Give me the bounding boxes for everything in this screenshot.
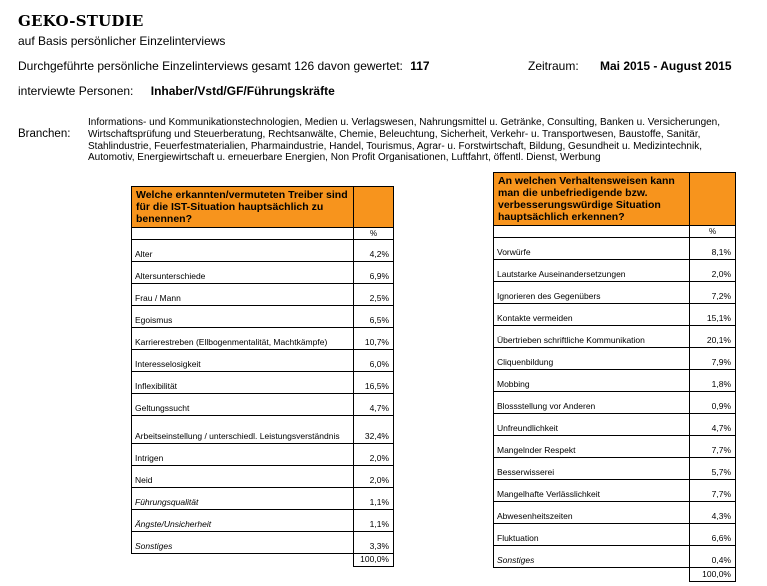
row-value: 3,3% [354, 532, 394, 554]
table-row [132, 532, 394, 554]
row-label: Inflexibilität [132, 372, 354, 394]
row-value: 5,7% [690, 458, 736, 480]
interviews-line [18, 59, 430, 73]
row-value: 7,2% [690, 282, 736, 304]
row-label: Kontakte vermeiden [494, 304, 690, 326]
period-value: Mai 2015 - August 2015 [600, 59, 732, 73]
row-value: 6,9% [354, 262, 394, 284]
table-row [132, 262, 394, 284]
row-label: Cliquenbildung [494, 348, 690, 370]
behaviors-total: 100,0% [690, 568, 736, 582]
persons-label: interviewte Personen: [18, 84, 134, 98]
row-label: Besserwisserei [494, 458, 690, 480]
table-row [494, 392, 736, 414]
branchen-label: Branchen: [18, 128, 71, 140]
row-value: 1,1% [354, 510, 394, 532]
row-label: Neid [132, 466, 354, 488]
table-row [494, 238, 736, 260]
behaviors-pct-header-spacer [494, 226, 690, 238]
persons-line [18, 84, 335, 98]
row-label: Alter [132, 240, 354, 262]
drivers-question-pct-cell [354, 187, 394, 228]
table-row [494, 502, 736, 524]
row-label: Frau / Mann [132, 284, 354, 306]
row-label: Sonstiges [132, 532, 354, 554]
drivers-table [131, 186, 394, 567]
table-row [132, 284, 394, 306]
row-label: Führungsqualität [132, 488, 354, 510]
row-label: Geltungssucht [132, 394, 354, 416]
drivers-question: Welche erkannten/vermuteten Treiber sind für die IST-Situation hauptsächlich zu benennen? [132, 187, 354, 228]
table-row [494, 326, 736, 348]
row-label: Intrigen [132, 444, 354, 466]
table-row [132, 466, 394, 488]
drivers-total: 100,0% [354, 554, 394, 567]
study-subtitle: auf Basis persönlicher Einzelinterviews [18, 34, 226, 48]
table-row [132, 306, 394, 328]
table-row [494, 436, 736, 458]
row-value: 8,1% [690, 238, 736, 260]
row-value: 2,5% [354, 284, 394, 306]
row-label: Altersunterschiede [132, 262, 354, 284]
table-row [132, 444, 394, 466]
table-row [132, 488, 394, 510]
row-value: 6,5% [354, 306, 394, 328]
row-value: 0,4% [690, 546, 736, 568]
row-label: Übertrieben schriftliche Kommunikation [494, 326, 690, 348]
row-label: Mangelnder Respekt [494, 436, 690, 458]
row-label: Lautstarke Auseinandersetzungen [494, 260, 690, 282]
row-label: Fluktuation [494, 524, 690, 546]
interviews-label: Durchgeführte persönliche Einzelinterviews gesamt 126 davon gewertet: [18, 59, 403, 73]
row-value: 1,8% [690, 370, 736, 392]
row-value: 4,2% [354, 240, 394, 262]
table-row [132, 416, 394, 444]
branchen-list: Informations- und Kommunikationstechnologien, Medien u. Verlagswesen, Nahrungsmittel u. Getränke, Consulting, Banken u. Versicherungen, Wirtschaftsprüfung und Steuerberatung, Rechtsanwälte, Chemie, Beleuchtung, Sicherheit, Verkehr- u. Transportwesen, Baustoffe, Sanitär, Stahlindustrie, Feuerfestmaterialien, Pharmaindustrie, Handel, Tourismus, Agrar- u. Forstwirtschaft, Bildung, Gesundheit u. Medizintechnik, Automotiv, Energiewirtschaft u. erneuerbare Energien, Non Profit Organisationen, Luftfahrt, öffentl. Dienst, Werbung [88, 117, 721, 164]
row-label: Vorwürfe [494, 238, 690, 260]
behaviors-question: An welchen Verhaltensweisen kann man die unbefriedigende bzw. verbesserungswürdige Situation hauptsächlich erkennen? [494, 173, 690, 226]
row-label: Arbeitseinstellung / unterschiedl. Leistungsverständnis [132, 416, 354, 444]
row-value: 4,7% [690, 414, 736, 436]
row-label: Blossstellung vor Anderen [494, 392, 690, 414]
row-value: 32,4% [354, 416, 394, 444]
behaviors-table [493, 172, 736, 582]
row-value: 6,6% [690, 524, 736, 546]
table-row [132, 394, 394, 416]
row-value: 4,3% [690, 502, 736, 524]
behaviors-total-spacer [494, 568, 690, 582]
table-row [132, 510, 394, 532]
row-value: 7,7% [690, 436, 736, 458]
behaviors-pct-header: % [690, 226, 736, 238]
row-label: Unfreundlichkeit [494, 414, 690, 436]
table-row [494, 370, 736, 392]
row-value: 0,9% [690, 392, 736, 414]
row-label: Ignorieren des Gegenübers [494, 282, 690, 304]
table-row [494, 524, 736, 546]
row-value: 2,0% [354, 466, 394, 488]
table-row [494, 458, 736, 480]
row-value: 15,1% [690, 304, 736, 326]
period-label: Zeitraum: [528, 59, 579, 73]
row-value: 7,9% [690, 348, 736, 370]
row-value: 2,0% [354, 444, 394, 466]
behaviors-question-pct-cell [690, 173, 736, 226]
drivers-total-spacer [132, 554, 354, 567]
row-label: Karrierestreben (Ellbogenmentalität, Machtkämpfe) [132, 328, 354, 350]
persons-value: Inhaber/Vstd/GF/Führungskräfte [150, 84, 335, 98]
row-label: Egoismus [132, 306, 354, 328]
row-value: 10,7% [354, 328, 394, 350]
table-row [494, 480, 736, 502]
table-row [494, 304, 736, 326]
row-label: Mangelhafte Verlässlichkeit [494, 480, 690, 502]
study-title: GEKO-STUDIE [18, 12, 144, 30]
row-value: 4,7% [354, 394, 394, 416]
row-value: 1,1% [354, 488, 394, 510]
row-label: Abwesenheitszeiten [494, 502, 690, 524]
row-label: Ängste/Unsicherheit [132, 510, 354, 532]
row-value: 16,5% [354, 372, 394, 394]
row-label: Sonstiges [494, 546, 690, 568]
row-value: 7,7% [690, 480, 736, 502]
table-row [132, 240, 394, 262]
row-value: 6,0% [354, 350, 394, 372]
table-row [494, 282, 736, 304]
row-label: Mobbing [494, 370, 690, 392]
table-row [494, 546, 736, 568]
table-row [132, 328, 394, 350]
drivers-pct-header-spacer [132, 228, 354, 240]
row-label: Interesselosigkeit [132, 350, 354, 372]
drivers-pct-header: % [354, 228, 394, 240]
interviews-value: 117 [410, 59, 430, 73]
table-row [494, 414, 736, 436]
table-row [494, 260, 736, 282]
table-row [132, 372, 394, 394]
table-row [494, 348, 736, 370]
row-value: 2,0% [690, 260, 736, 282]
table-row [132, 350, 394, 372]
row-value: 20,1% [690, 326, 736, 348]
